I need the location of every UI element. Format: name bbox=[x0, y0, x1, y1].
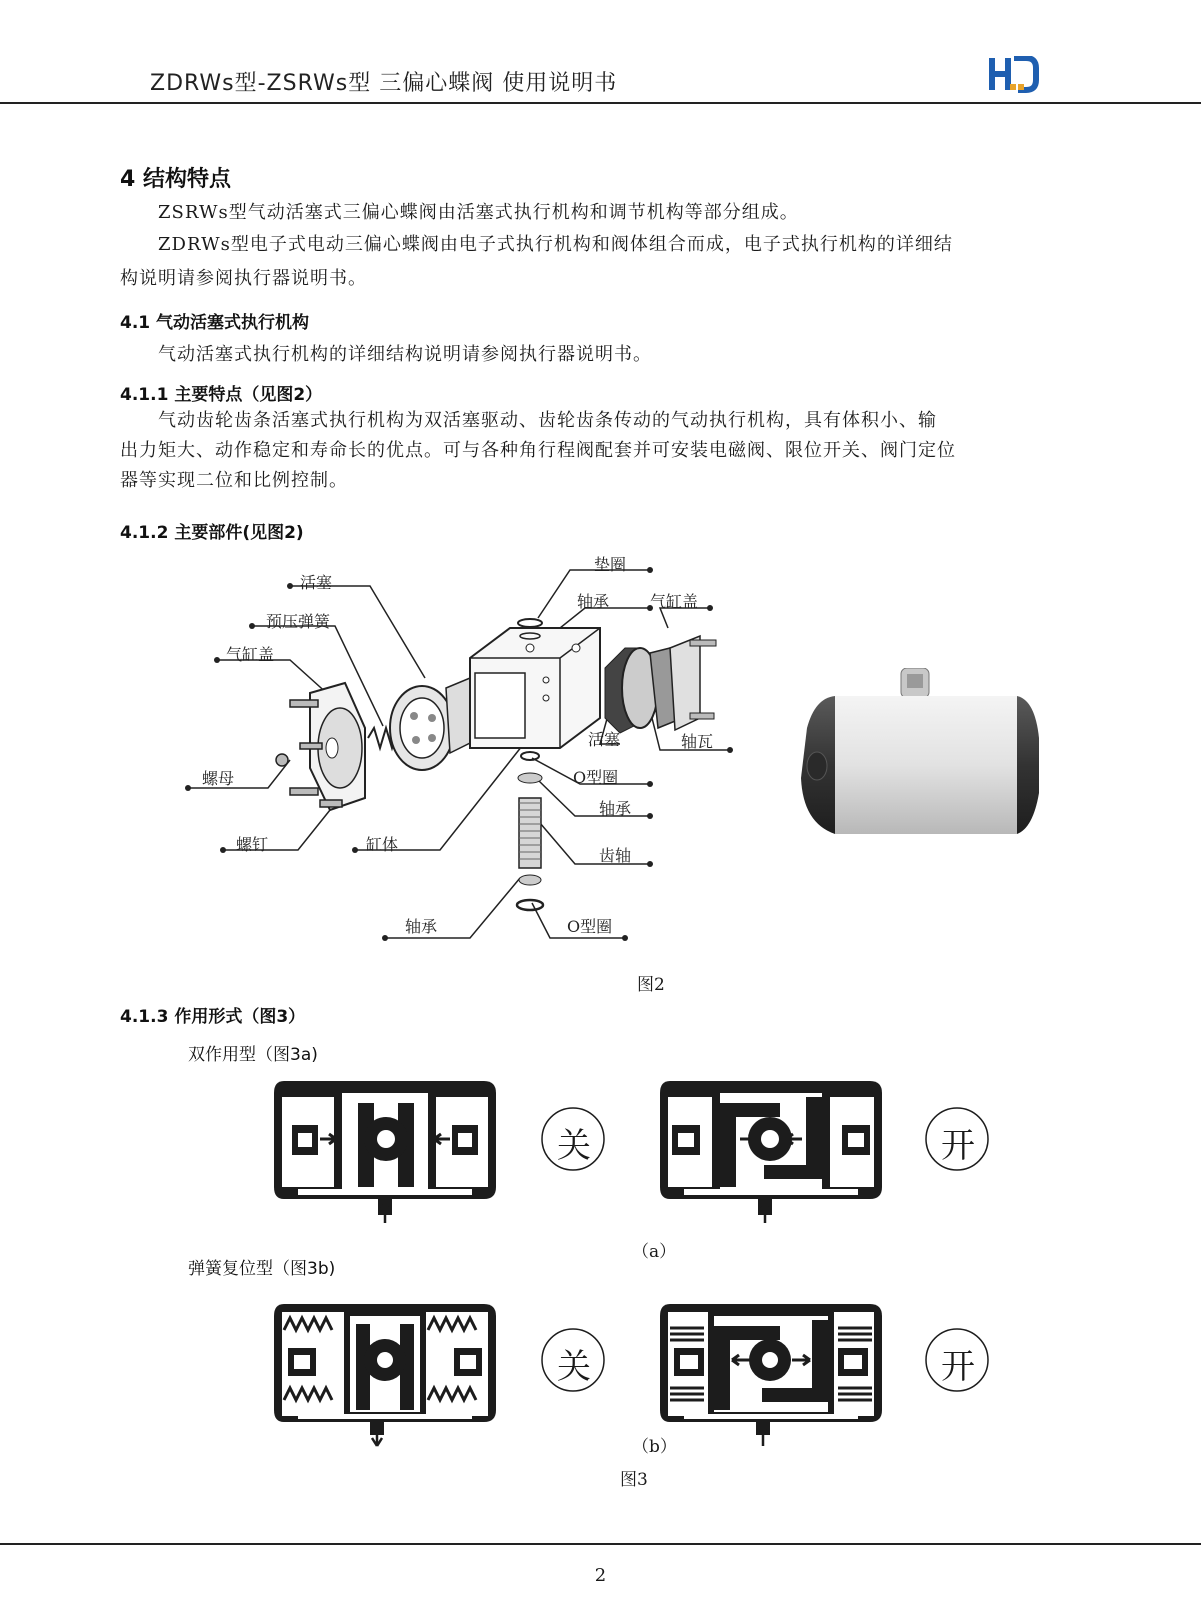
section411-line-1: 气动齿轮齿条活塞式执行机构为双活塞驱动、齿轮齿条传动的气动执行机构，具有体积小、输 bbox=[158, 410, 937, 431]
actuator-product-photo bbox=[795, 668, 1045, 840]
section-heading-4-1-1: 4.1.1 主要特点（见图2） bbox=[120, 385, 323, 405]
label-cylinder-cap-right: 气缸盖 bbox=[650, 592, 699, 611]
section-heading-4-1-3: 4.1.3 作用形式（图3） bbox=[120, 1007, 306, 1027]
section411-line-3: 器等实现二位和比例控制。 bbox=[120, 470, 348, 491]
label-screw: 螺钉 bbox=[236, 835, 269, 854]
label-gear-shaft: 齿轴 bbox=[599, 846, 632, 865]
label-piston-left: 活塞 bbox=[300, 573, 333, 592]
figure3a-caption: （a） bbox=[632, 1242, 677, 1262]
spring-return-closed-diagram bbox=[274, 1304, 496, 1446]
section-heading-4: 4 结构特点 bbox=[120, 167, 231, 192]
label-bearing-bottom: 轴承 bbox=[405, 917, 438, 936]
section4-paragraph-2-line2: 构说明请参阅执行器说明书。 bbox=[120, 268, 367, 289]
spring-return-open-symbol: 开 bbox=[941, 1347, 975, 1387]
label-cylinder-body: 缸体 bbox=[366, 835, 399, 854]
document-header-title: ZDRWs型-ZSRWs型 三偏心蝶阀 使用说明书 bbox=[150, 71, 618, 96]
double-acting-close-symbol: 关 bbox=[557, 1126, 591, 1166]
figure3-caption: 图3 bbox=[620, 1470, 648, 1490]
label-cylinder-cap-left: 气缸盖 bbox=[226, 645, 275, 664]
section-heading-4-1: 4.1 气动活塞式执行机构 bbox=[120, 313, 310, 333]
label-oring-top: O型圈 bbox=[573, 768, 619, 787]
footer-rule bbox=[0, 1543, 1201, 1545]
section-heading-4-1-2: 4.1.2 主要部件(见图2) bbox=[120, 523, 304, 543]
label-preload-spring: 预压弹簧 bbox=[266, 612, 331, 631]
page-number: 2 bbox=[594, 1565, 607, 1586]
figure3b-caption: （b） bbox=[632, 1437, 677, 1457]
double-acting-open-diagram bbox=[660, 1081, 882, 1223]
label-nut: 螺母 bbox=[202, 769, 235, 788]
section4-paragraph-2-line1: ZDRWs型电子式电动三偏心蝶阀由电子式执行机构和阀体组合而成，电子式执行机构的详细结 bbox=[158, 234, 953, 255]
figure2-caption: 图2 bbox=[637, 975, 665, 995]
double-acting-open-symbol: 开 bbox=[941, 1126, 975, 1166]
spring-return-heading: 弹簧复位型（图3b) bbox=[188, 1259, 336, 1279]
section411-line-2: 出力矩大、动作稳定和寿命长的优点。可与各种角行程阀配套并可安装电磁阀、限位开关、阀门定位 bbox=[120, 440, 956, 461]
figure3b-spring-return-diagrams bbox=[274, 1300, 994, 1448]
label-oring-bottom: O型圈 bbox=[567, 917, 613, 936]
spring-return-close-symbol: 关 bbox=[557, 1347, 591, 1387]
spring-return-open-diagram bbox=[660, 1304, 882, 1446]
section41-paragraph: 气动活塞式执行机构的详细结构说明请参阅执行器说明书。 bbox=[158, 344, 652, 365]
label-bearing-top: 轴承 bbox=[577, 592, 610, 611]
label-bearing-mid: 轴承 bbox=[599, 799, 632, 818]
double-acting-closed-diagram bbox=[274, 1081, 496, 1223]
section4-paragraph-1: ZSRWs型气动活塞式三偏心蝶阀由活塞式执行机构和调节机构等部分组成。 bbox=[158, 202, 799, 223]
header-rule bbox=[0, 102, 1201, 104]
double-acting-heading: 双作用型（图3a) bbox=[188, 1045, 318, 1065]
company-logo bbox=[988, 56, 1040, 94]
label-piston-right: 活塞 bbox=[588, 730, 621, 749]
label-washer: 垫圈 bbox=[594, 555, 627, 574]
label-bushing: 轴瓦 bbox=[681, 732, 714, 751]
figure3a-double-acting-diagrams bbox=[274, 1077, 994, 1225]
